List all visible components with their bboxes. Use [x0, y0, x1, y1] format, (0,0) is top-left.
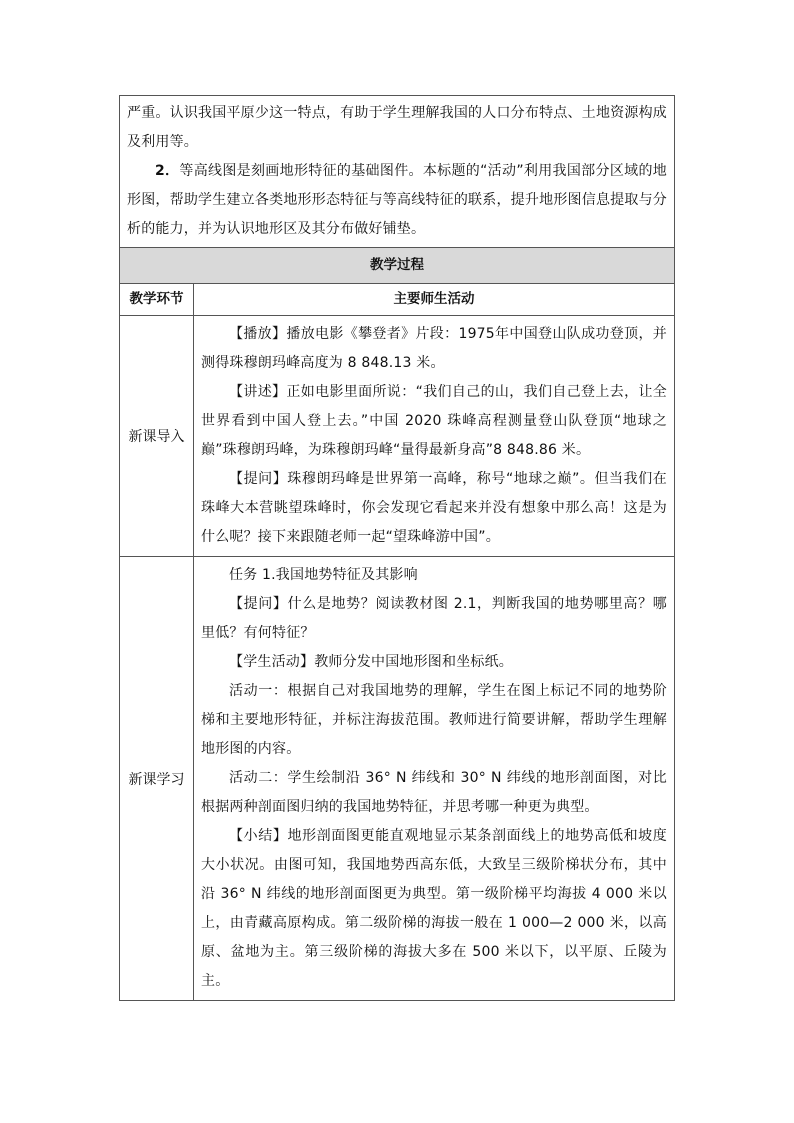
header-row [120, 284, 675, 316]
activity-paragraph: 【提问】什么是地势？阅读教材图 2.1，判断我国的地势哪里高？哪里低？有何特征？ [201, 596, 667, 641]
activity-paragraph: 【学生活动】教师分发中国地形图和坐标纸。 [229, 654, 513, 670]
document-page [119, 95, 674, 1001]
paragraph-text: 等高线图是刻画地形特征的基础图件。本标题的“活动”利用我国部分区域的地形图，帮助学生建立各类地形形态特征与等高线特征的联系，提升地形图信息提取与分析的能力，并为认识地形区及其分布做好铺垫。 [127, 163, 667, 237]
lesson-plan-table [119, 95, 675, 1001]
activity-cell [194, 316, 675, 557]
process-banner: 教学过程 [120, 248, 675, 284]
intro-paragraph: 严重。认识我国平原少这一特点，有助于学生理解我国的人口分布特点、土地资源构成及利用等。 [127, 105, 667, 150]
activity-paragraph: 【提问】珠穆朗玛峰是世界第一高峰，称号“地球之巅”。但当我们在珠峰大本营眺望珠峰时，你会发现它看起来并没有想象中那么高！这是为什么呢？接下来跟随老师一起“望珠峰游中国”。 [201, 471, 667, 545]
table-row [120, 557, 675, 1001]
activity-paragraph: 活动二：学生绘制沿 36° N 纬线和 30° N 纬线的地形剖面图，对比根据两种剖面图归纳的我国地势特征，并思考哪一种更为典型。 [201, 770, 667, 815]
activity-cell [194, 557, 675, 1001]
process-banner-row [120, 248, 675, 284]
activity-paragraph: 【讲述】正如电影里面所说：“我们自己的山，我们自己登上去，让全世界看到中国人登上去。”中国 2020 珠峰高程测量登山队登顶“地球之巅”珠穆朗玛峰，为珠穆朗玛峰“量得最新身高”8 848.86 米。 [201, 384, 667, 458]
intro-row [120, 96, 675, 248]
activity-paragraph: 任务 1.我国地势特征及其影响 [229, 567, 418, 583]
activity-paragraph: 活动一：根据自己对我国地势的理解，学生在图上标记不同的地势阶梯和主要地形特征，并标注海拔范围。教师进行简要讲解，帮助学生理解地形图的内容。 [201, 683, 667, 757]
intro-cell [120, 96, 675, 248]
table-row [120, 316, 675, 557]
activity-paragraph: 【小结】地形剖面图更能直观地显示某条剖面线上的地势高低和坡度大小状况。由图可知，我国地势西高东低，大致呈三级阶梯状分布，其中沿 36° N 纬线的地形剖面图更为典型。第一级阶梯平均海拔 4 000 米以上，由青藏高原构成。第二级阶梯的海拔一般在 1 000—2 000 米，以高原、盆地为主。第三级阶梯的海拔大多在 500 米以下，以平原、丘陵为主。 [201, 828, 667, 989]
intro-paragraph-2 [127, 157, 667, 244]
paragraph-number: 2． [155, 163, 180, 179]
activity-paragraph: 【播放】播放电影《攀登者》片段：1975年中国登山队成功登顶，并测得珠穆朗玛峰高度为 8 848.13 米。 [201, 326, 667, 371]
stage-cell: 新课导入 [120, 316, 194, 557]
stage-cell: 新课学习 [120, 557, 194, 1001]
header-activity: 主要师生活动 [194, 284, 675, 316]
header-stage: 教学环节 [120, 284, 194, 316]
